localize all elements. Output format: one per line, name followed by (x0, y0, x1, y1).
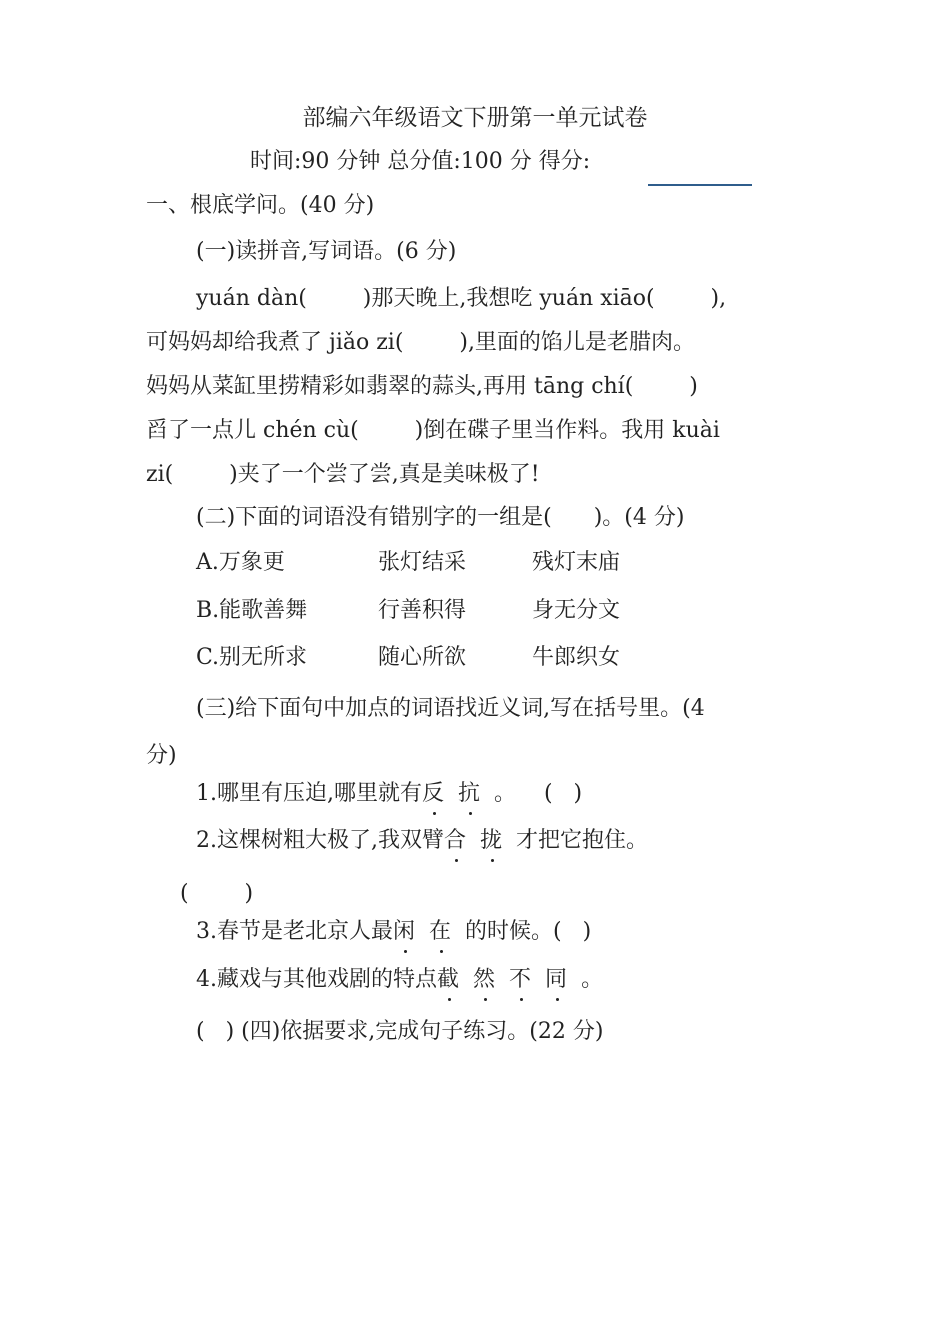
q2-option-c-3: 牛郎织女 (532, 645, 621, 670)
q3-heading: (三)给下面句中加点的词语找近义词,写在括号里。(4 (196, 696, 705, 721)
dotted-char: 在 (429, 917, 451, 947)
q1-line: 可妈妈却给我煮了 jiǎo zi( ),里面的馅儿是老腊肉。 (146, 330, 695, 355)
q3-s1-end: 。 ( ) (494, 781, 583, 806)
q2-option-c-2: 随心所欲 (378, 645, 467, 670)
q3-s3-text: 3.春节是老北京人最 (196, 919, 393, 944)
section-heading: 一、根底学问。(40 分) (146, 193, 375, 218)
q3-s2-end: 才把它抱住。 (516, 828, 649, 853)
q2-option-a: A.万象更 (196, 550, 285, 575)
q2-option-a-3: 残灯末庙 (532, 550, 621, 575)
q2-option-c: C.别无所求 (196, 645, 308, 670)
q2-option-a-2: 张灯结采 (378, 550, 467, 575)
dotted-char: 闲 (393, 917, 415, 947)
q2-option-b-2: 行善积得 (378, 598, 467, 623)
q3-sentence-4 (196, 965, 603, 995)
dotted-char: 然 (473, 965, 495, 995)
q3-s1-text: 1.哪里有压迫,哪里就有 (196, 781, 422, 806)
q1-line: yuán dàn( )那天晚上,我想吃 yuán xiāo( ), (196, 286, 727, 311)
q3-sentence-2 (196, 826, 648, 856)
q1-line: zi( )夹了一个尝了尝,真是美味极了! (146, 462, 540, 487)
q3-s2-answer-blank: ( ) (180, 881, 254, 906)
q3-s3-end: 的时候。( ) (465, 919, 592, 944)
q3-s4-end: 。 (581, 967, 604, 992)
q3-s2-text: 2.这棵树粗大极了,我双臂 (196, 828, 444, 853)
q3-sentence-1 (196, 779, 582, 809)
q1-line: 舀了一点儿 chén cù( )倒在碟子里当作料。我用 kuài (146, 418, 720, 443)
q1-line: 妈妈从菜缸里捞精彩如翡翠的蒜头,再用 tāng chí( ) (146, 374, 698, 399)
q3-sentence-3 (196, 917, 591, 947)
dotted-char: 截 (437, 965, 459, 995)
dotted-char: 抗 (458, 779, 480, 809)
dotted-char: 反 (422, 779, 444, 809)
q4-heading: ( ) (四)依据要求,完成句子练习。(22 分) (196, 1019, 604, 1044)
dotted-char: 拢 (480, 826, 502, 856)
q1-heading: (一)读拼音,写词语。(6 分) (196, 239, 457, 264)
exam-meta: 时间:90 分钟 总分值:100 分 得分: (250, 149, 591, 174)
q2-option-b-3: 身无分文 (532, 598, 621, 623)
dotted-char: 不 (509, 965, 531, 995)
q3-s4-text: 4.藏戏与其他戏剧的特点 (196, 967, 437, 992)
dotted-char: 同 (545, 965, 567, 995)
dotted-char: 合 (444, 826, 466, 856)
q2-option-b: B.能歌善舞 (196, 598, 308, 623)
q2-heading: (二)下面的词语没有错别字的一组是( )。(4 分) (196, 505, 685, 530)
score-blank (648, 184, 752, 186)
q3-heading-cont: 分) (146, 743, 177, 768)
exam-title: 部编六年级语文下册第一单元试卷 (302, 105, 648, 131)
